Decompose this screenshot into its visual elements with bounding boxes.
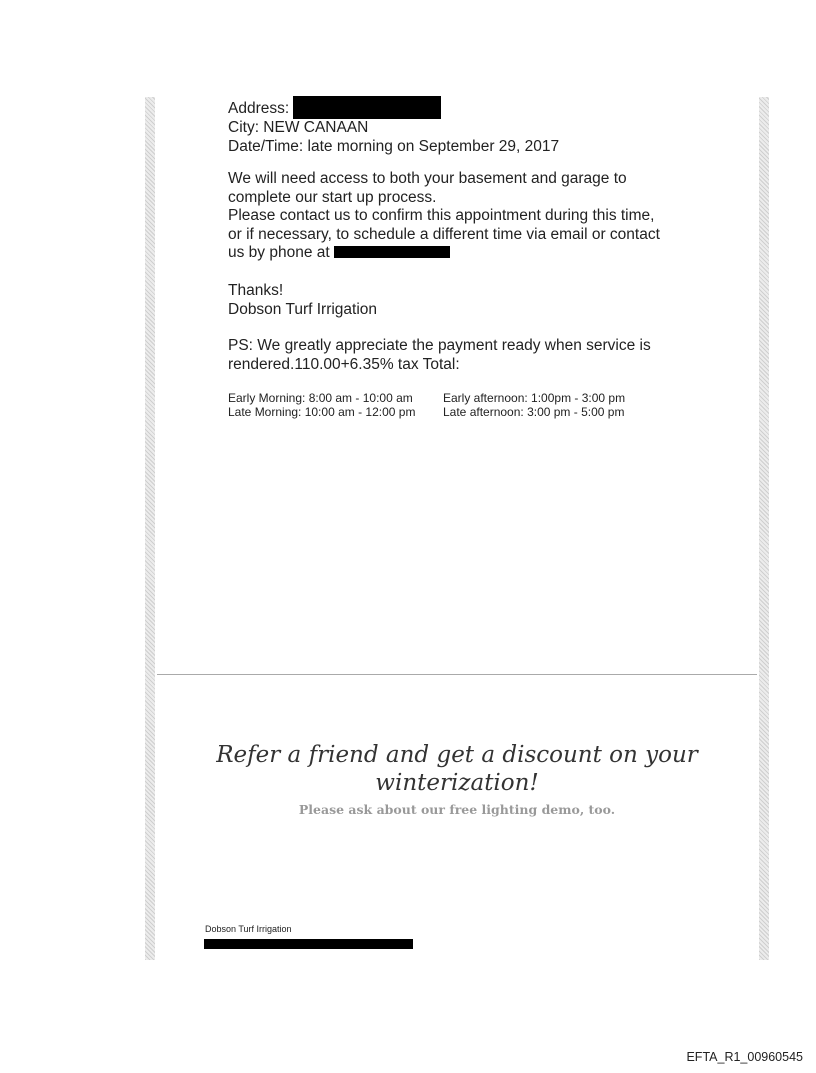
ps-line-2: rendered.110.00+6.35% tax Total: <box>228 355 460 373</box>
promo-title <box>157 741 757 797</box>
message-line-3: Please contact us to confirm this appointment during this time, <box>228 207 655 224</box>
message-line-5 <box>228 244 698 263</box>
late-afternoon-slot: Late afternoon: 3:00 pm - 5:00 pm <box>443 405 625 419</box>
datetime-line: Date/Time: late morning on September 29, 2017 <box>228 137 560 155</box>
right-border-band <box>759 97 769 960</box>
promo-subtitle: Please ask about our free lighting demo, too. <box>298 802 616 817</box>
section-divider <box>157 674 757 675</box>
hours-row-2 <box>228 405 625 419</box>
city-line: City: NEW CANAAN <box>228 119 369 136</box>
message-line-4: or if necessary, to schedule a different time via email or contact <box>228 225 660 243</box>
thanks-text: Thanks! <box>228 282 284 299</box>
message-line-1: We will need access to both your basement and garage to <box>228 170 627 187</box>
phone-redaction <box>334 246 450 258</box>
postscript <box>228 337 698 374</box>
appointment-details <box>228 96 698 156</box>
early-morning-slot: Early Morning: 8:00 am - 10:00 am <box>228 391 413 405</box>
signoff-company: Dobson Turf Irrigation <box>228 300 378 318</box>
document-id: EFTA_R1_00960545 <box>686 1050 803 1064</box>
hours-row-1 <box>228 391 625 405</box>
signoff <box>228 282 698 319</box>
service-hours <box>228 391 625 419</box>
address-label: Address: <box>228 100 290 117</box>
promo-title-line-1: Refer a friend and get a discount on your <box>216 742 698 768</box>
left-border-band <box>145 97 155 960</box>
footer-redaction <box>204 939 413 949</box>
access-message <box>228 170 698 263</box>
address-redaction <box>293 96 441 119</box>
ps-line-1: PS: We greatly appreciate the payment ready when service is <box>228 337 651 354</box>
late-morning-slot: Late Morning: 10:00 am - 12:00 pm <box>228 405 416 419</box>
promo-title-line-2: winterization! <box>375 770 539 796</box>
early-afternoon-slot: Early afternoon: 1:00pm - 3:00 pm <box>443 391 626 405</box>
address-line <box>228 96 698 119</box>
phone-prefix: us by phone at <box>228 244 330 261</box>
footer-company: Dobson Turf Irrigation <box>205 924 292 934</box>
message-line-2: complete our start up process. <box>228 188 437 206</box>
